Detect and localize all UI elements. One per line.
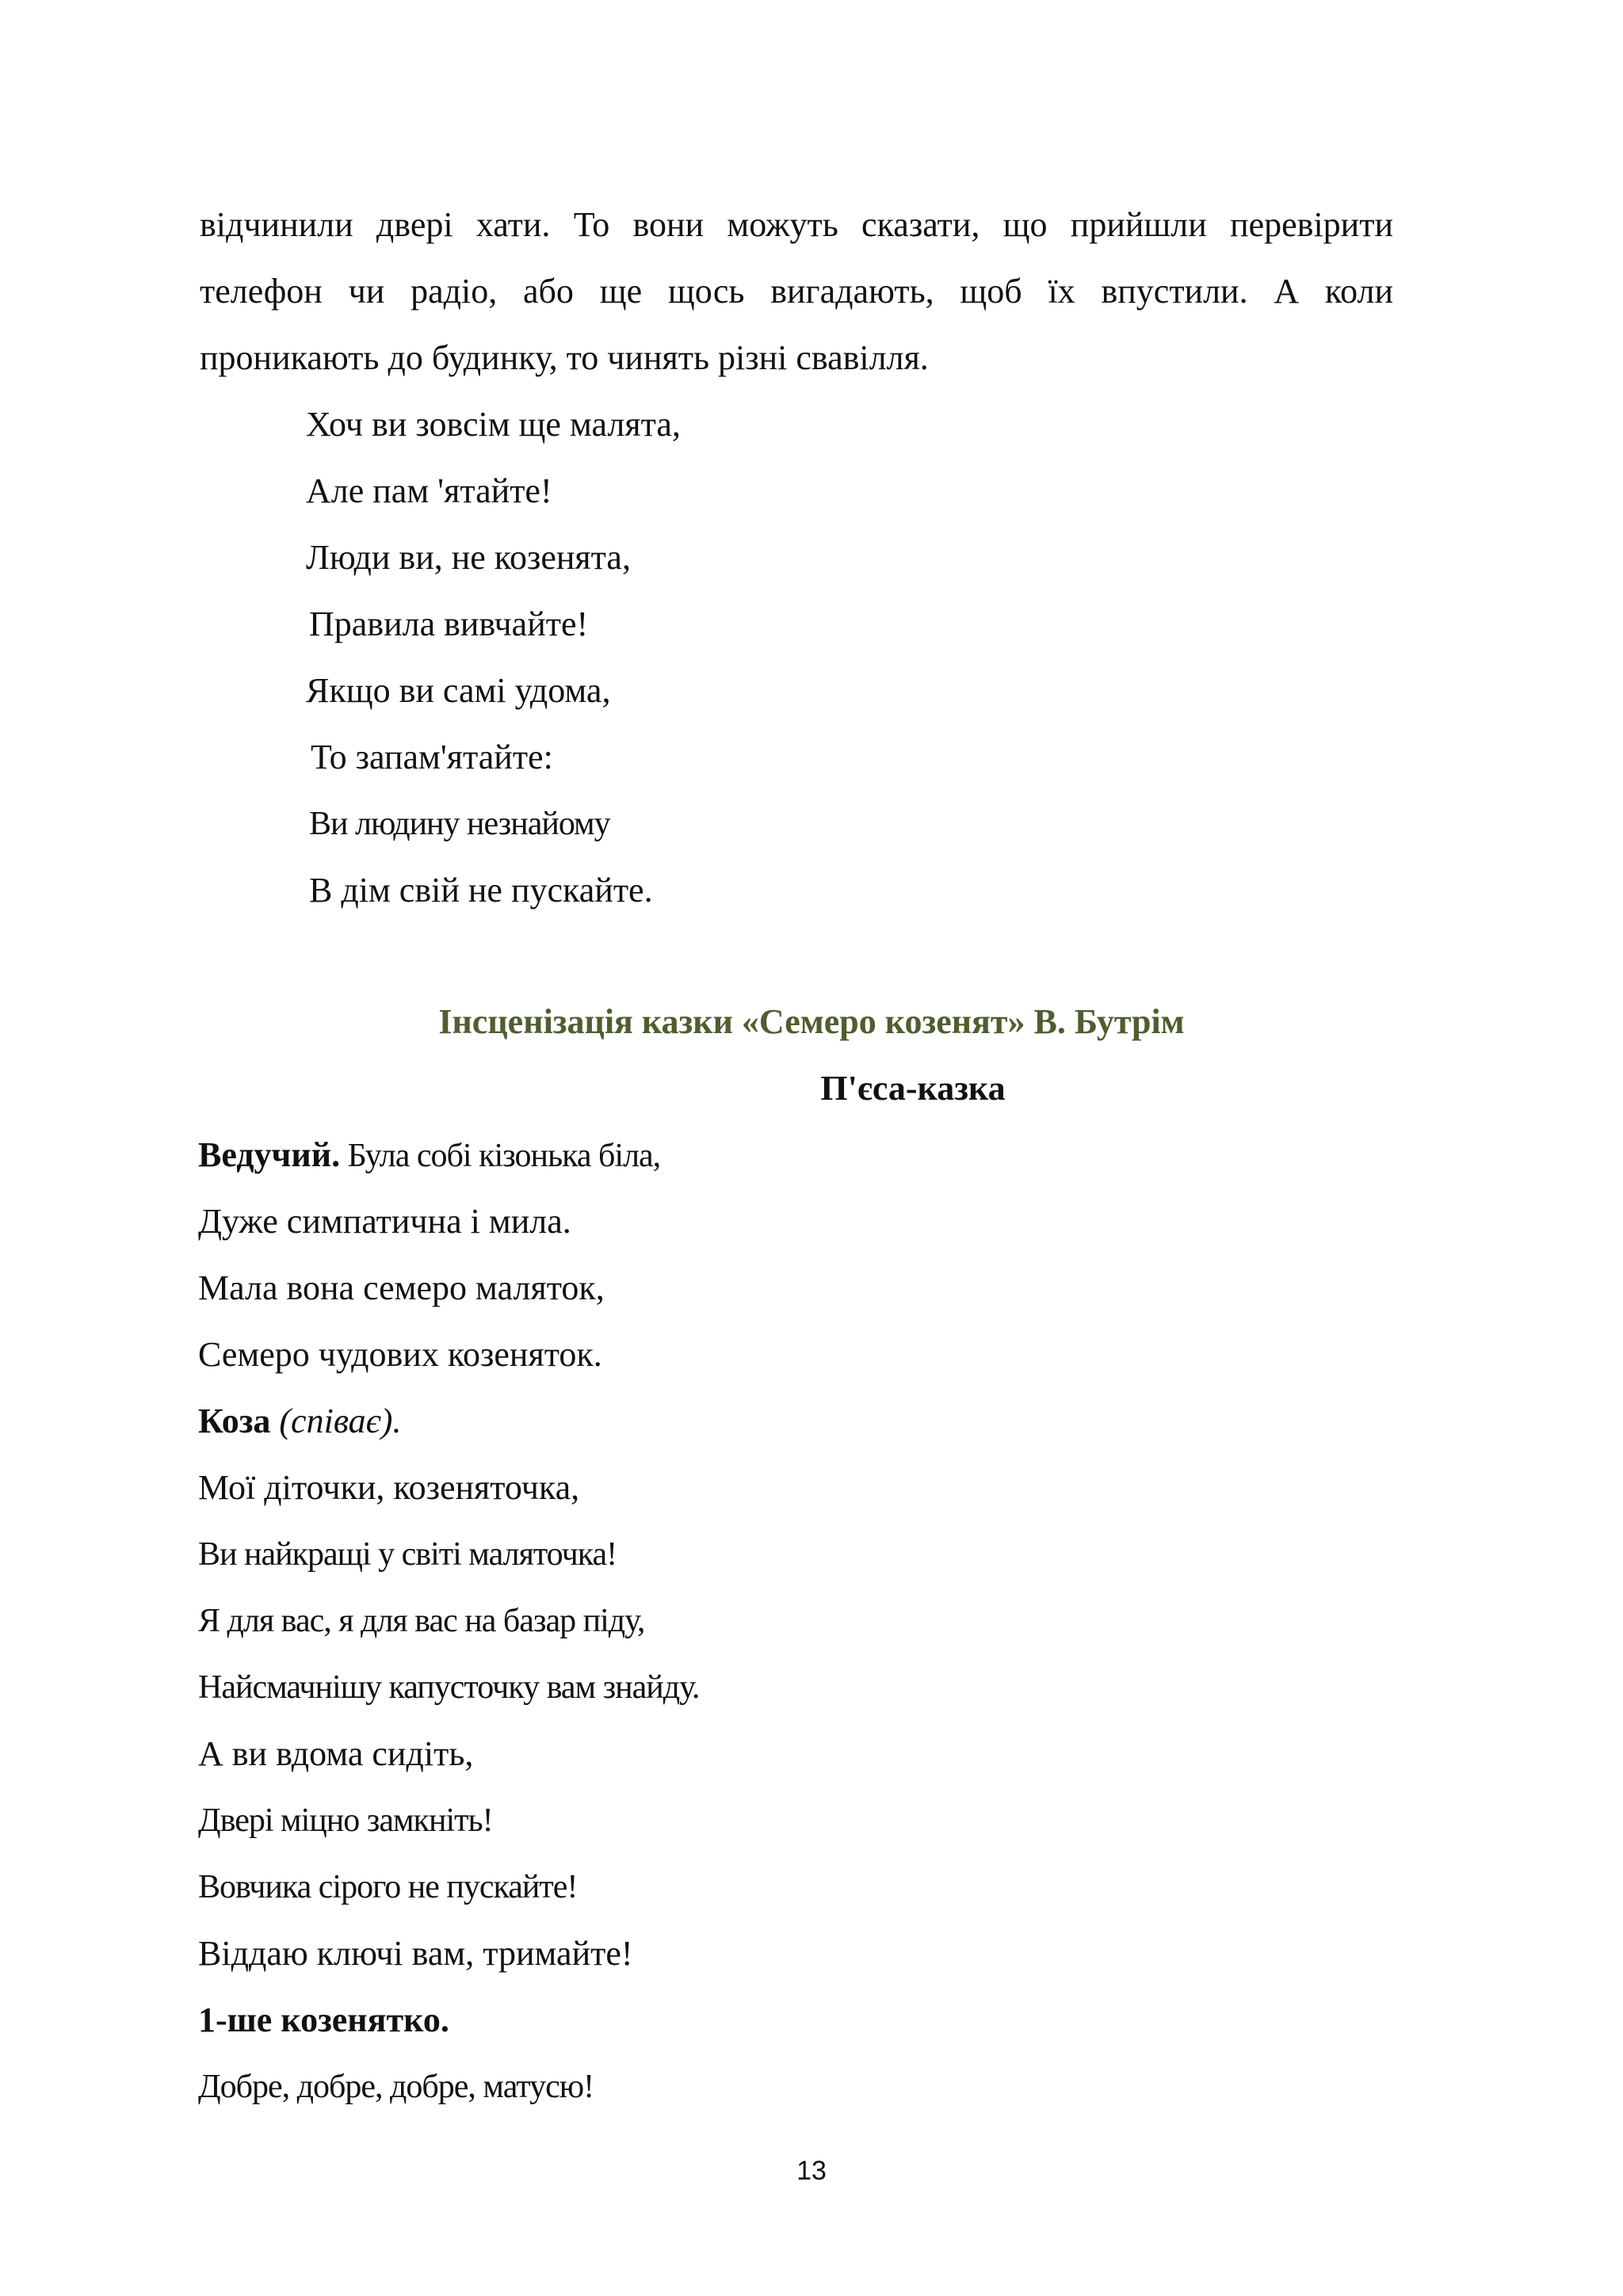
poem-line: Люди ви, не козенята, [306, 538, 631, 577]
dialogue-line: Найсмачнішу капусточку вам знайду. [198, 1669, 700, 1706]
intro-line-3: проникають до будинку, то чинять різні свавілля. [200, 338, 929, 377]
speaker-name: Ведучий. [198, 1135, 341, 1174]
poem-line: Але пам 'ятайте! [306, 471, 552, 510]
dialogue-line: Дуже симпатична і мила. [198, 1202, 571, 1241]
poem-line: В дім свій не пускайте. [309, 871, 653, 910]
dialogue-line: А ви вдома сидіть, [198, 1734, 474, 1773]
poem-line: То запам'ятайте: [311, 738, 553, 776]
goat-speaker-line [198, 1399, 401, 1444]
speaker-name: Коза [198, 1402, 271, 1440]
dialogue-line: Я для вас, я для вас на базар піду, [198, 1603, 645, 1639]
narrator-line [198, 1133, 660, 1178]
dialogue-line: Мала вона семеро маляток, [198, 1268, 605, 1307]
dialogue-line: Вовчика сірого не пускайте! [198, 1869, 578, 1905]
intro-line-1: відчинили двері хати. То вони можуть сказати, що прийшли перевірити [200, 205, 1393, 244]
intro-line-2: телефон чи радіо, або ще щось вигадають, щоб їх впустили. А коли [200, 272, 1393, 311]
section-title: Інсценізація казки «Семеро козенят» В. Бутрім [438, 1002, 1185, 1041]
dialogue-line: Двері міцно замкніть! [198, 1802, 493, 1839]
poem-line: Якщо ви самі удома, [306, 671, 611, 710]
kid1-speaker: 1-ше козенятко. [198, 2000, 449, 2039]
dialogue-text: Була собі кізонька біла, [340, 1138, 661, 1174]
poem-line: Ви людину незнайому [309, 806, 610, 842]
stage-direction: (співає). [279, 1402, 402, 1440]
dialogue-line: Семеро чудових козеняток. [198, 1335, 602, 1374]
dialogue-line: Ви найкращі у світі маляточка! [198, 1536, 617, 1573]
dialogue-line: Добре, добре, добре, матусю! [198, 2069, 594, 2105]
section-subtitle: П'єса-казка [820, 1069, 1006, 1108]
poem-line: Хоч ви зовсім ще малята, [306, 405, 681, 444]
dialogue-line: Віддаю ключі вам, тримайте! [198, 1934, 633, 1973]
page-number: 13 [796, 2156, 827, 2186]
dialogue-line: Мої діточки, козеняточка, [198, 1468, 580, 1507]
poem-line: Правила вивчайте! [309, 605, 589, 643]
